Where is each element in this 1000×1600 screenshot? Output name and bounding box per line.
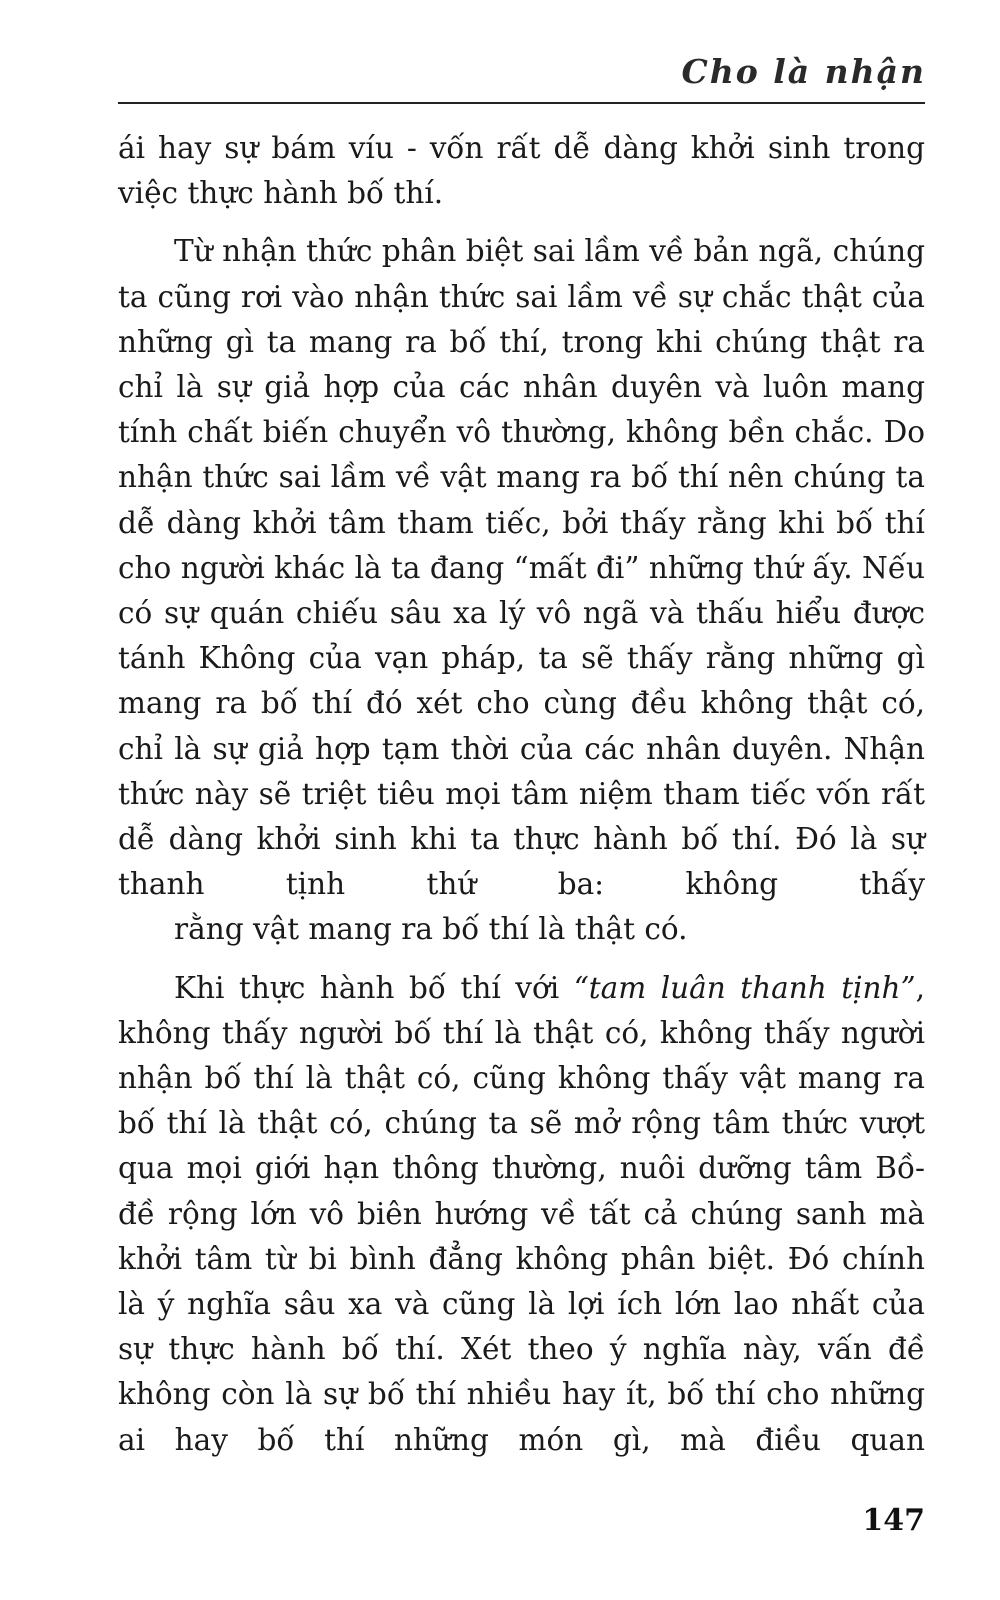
paragraph-3-emphasis: “tam luân thanh tịnh” xyxy=(573,970,916,1005)
paragraph-3 xyxy=(118,966,925,1463)
paragraph-3-text: , không thấy người bố thí là thật có, không thấy người nhận bố thí là thật có, cũng không thấy vật mang ra bố thí là thật có, chúng ta sẽ mở rộng tâm thức vượt qua mọi giới hạn thông thường, nuôi dưỡng tâm Bồ-đề rộng lớn vô biên hướng về tất cả chúng sanh mà khởi tâm từ bi bình đẳng không phân biệt. Đó chính là ý nghĩa sâu xa và cũng là lợi ích lớn lao nhất của sự thực hành bố thí. Xét theo ý nghĩa này, vấn đề không còn là sự bố thí nhiều hay ít, bố thí cho những ai hay bố thí những món gì, mà điều quan xyxy=(118,970,925,1457)
paragraph-2-text: Từ nhận thức phân biệt sai lầm về bản ngã, chúng ta cũng rơi vào nhận thức sai lầm về sự chắc thật của những gì ta mang ra bố thí, trong khi chúng thật ra chỉ là sự giả hợp của các nhân duyên và luôn mang tính chất biến chuyển vô thường, không bền chắc. Do nhận thức sai lầm về vật mang ra bố thí nên chúng ta dễ dàng khởi tâm tham tiếc, bởi thấy rằng khi bố thí cho người khác là ta đang “mất đi” những thứ ấy. Nếu có sự quán chiếu sâu xa lý vô ngã và thấu hiểu được tánh Không của vạn pháp, ta sẽ thấy rằng những gì mang ra bố thí đó xét cho cùng đều không thật có, chỉ là sự giả hợp tạm thời của các nhân duyên. Nhận thức này sẽ triệt tiêu mọi tâm niệm tham tiếc vốn rất dễ dàng khởi sinh khi ta thực hành bố thí. Đó là sự thanh tịnh thứ ba: không thấy xyxy=(118,234,925,902)
paragraph-2 xyxy=(118,229,925,952)
paragraph-1 xyxy=(118,126,925,216)
body-text xyxy=(118,126,925,1463)
paragraph-2-last-line: rằng vật mang ra bố thí là thật có. xyxy=(174,912,688,947)
header-rule xyxy=(118,102,925,104)
running-header: Cho là nhận xyxy=(681,52,926,91)
page-number: 147 xyxy=(862,1503,925,1538)
paragraph-1-text: ái hay sự bám víu - vốn rất dễ dàng khởi sinh trong xyxy=(118,131,925,165)
paragraph-1-last-line: việc thực hành bố thí. xyxy=(118,176,444,211)
paragraph-3-lead: Khi thực hành bố thí với xyxy=(174,970,574,1005)
